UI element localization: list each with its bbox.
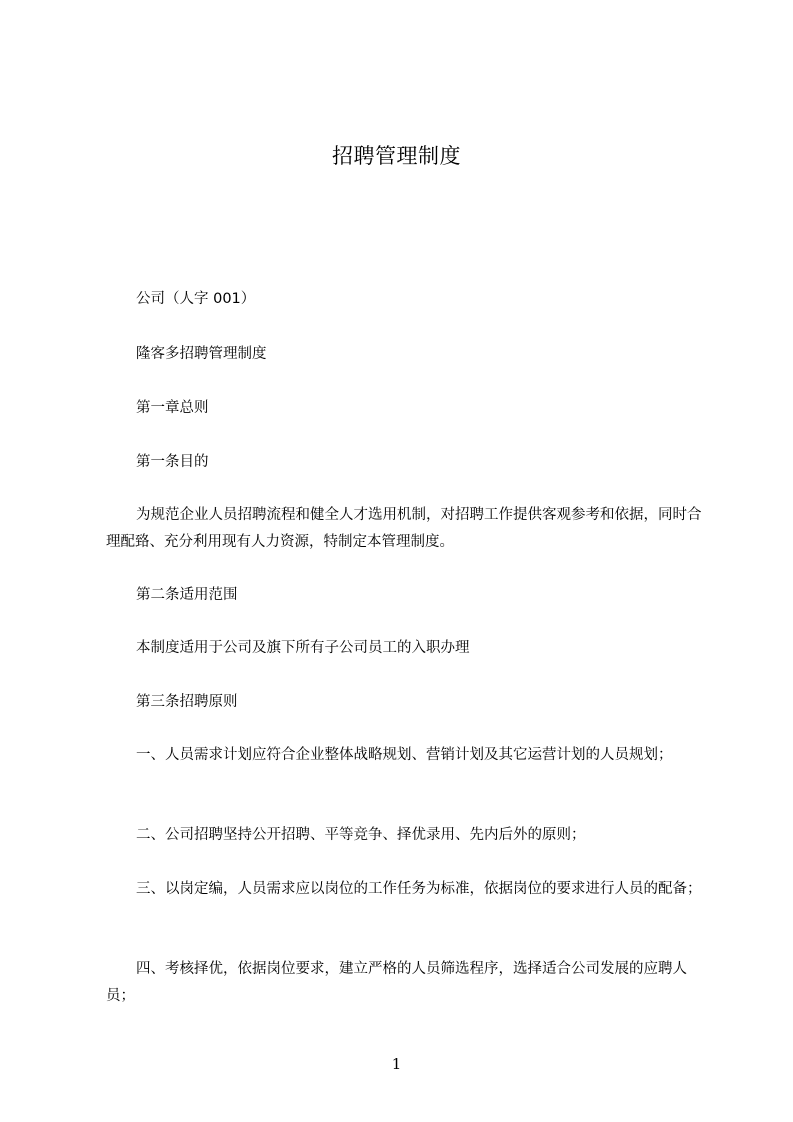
principle-four: 四、考核择优，依据岗位要求，建立严格的人员筛选程序，选择适合公司发展的应聘人员； [106, 961, 687, 1004]
page-number: 1 [391, 1055, 402, 1073]
scope-paragraph: 本制度适用于公司及旗下所有子公司员工的入职办理 [136, 640, 470, 656]
company-code-line: 公司（人字 001） [136, 291, 256, 307]
purpose-paragraph: 为规范企业人员招聘流程和健全人才选用机制，对招聘工作提供客观参考和依据，同时合理配臵、充分利用现有人力资源，特制定本管理制度。 [106, 507, 702, 550]
chapter-heading: 第一章总则 [136, 400, 209, 416]
document-title: 招聘管理制度 [332, 144, 461, 168]
system-name-line: 隆客多招聘管理制度 [136, 346, 267, 362]
principle-three: 三、以岗定编，人员需求应以岗位的工作任务为标准，依据岗位的要求进行人员的配备； [136, 881, 702, 897]
article-heading-purpose: 第一条目的 [136, 454, 209, 470]
article-heading-principles: 第三条招聘原则 [136, 694, 238, 710]
principle-two: 二、公司招聘坚持公开招聘、平等竞争、择优录用、先内后外的原则； [136, 827, 586, 843]
principle-one: 一、人员需求计划应符合企业整体战略规划、营销计划及其它运营计划的人员规划； [136, 747, 673, 763]
article-heading-scope: 第二条适用范围 [136, 587, 238, 603]
